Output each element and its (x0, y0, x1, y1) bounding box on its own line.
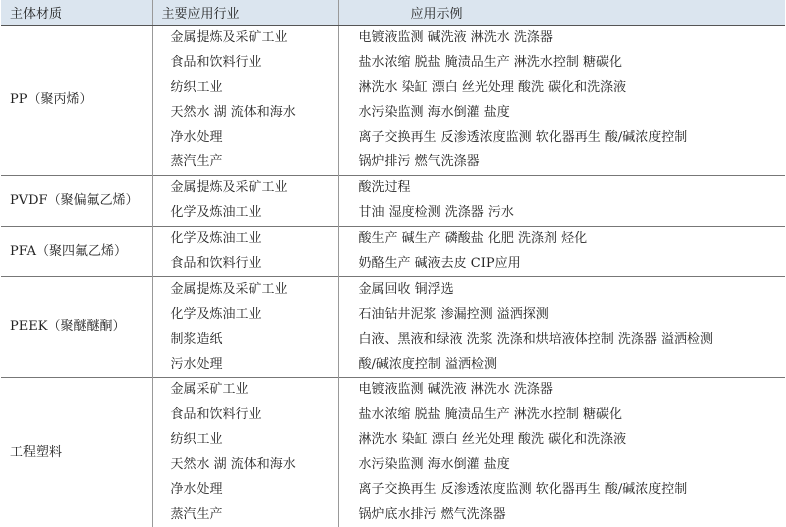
example-cell: 盐水浓缩 脱盐 腌渍品生产 淋洗水控制 糖碳化 (358, 407, 623, 423)
header-row (1, 0, 785, 25)
example-cell: 白液、黑液和绿液 洗浆 洗涤和烘培液体控制 洗涤器 溢洒检测 (358, 331, 714, 347)
example-cell: 酸生产 碱生产 磷酸盐 化肥 洗涤剂 烃化 (338, 226, 785, 251)
material-cell: PVDF（聚偏氟乙烯） (1, 175, 152, 226)
example-cell: 锅炉排污 燃气洗涤器 (358, 154, 480, 170)
example-cell: 奶酪生产 碱液去皮 CIP应用 (358, 255, 521, 271)
example-cell: 水污染监测 海水倒灌 盐度 (358, 104, 510, 120)
example-cell: 电镀液监测 碱洗液 淋洗水 洗涤器 (338, 25, 785, 50)
industry-cell: 蒸汽生产 (152, 150, 338, 175)
example-cell: 锅炉底水排污 燃气洗涤器 (358, 506, 506, 522)
industry-cell: 化学及炼油工业 (152, 302, 338, 327)
industry-cell: 食品和饮料行业 (152, 403, 338, 428)
header-industry: 主要应用行业 (152, 0, 338, 25)
industry-cell: 天然水 湖 流体和海水 (152, 453, 338, 478)
industry-cell: 制浆造纸 (152, 327, 338, 352)
industry-cell: 金属提炼及采矿工业 (152, 277, 338, 302)
material-cell: PEEK（聚醚醚酮） (1, 277, 152, 378)
industry-cell: 蒸汽生产 (152, 502, 338, 527)
material-cell: PFA（聚四氟乙烯） (1, 226, 152, 277)
example-cell: 离子交换再生 反渗透浓度监测 软化器再生 酸/碱浓度控制 (358, 129, 688, 145)
industry-cell: 化学及炼油工业 (152, 226, 338, 251)
example-cell: 酸洗过程 (338, 175, 785, 200)
table-row (1, 226, 785, 251)
example-cell: 电镀液监测 碱洗液 淋洗水 洗涤器 (338, 377, 785, 402)
example-cell: 淋洗水 染缸 漂白 丝光处理 酸洗 碳化和洗涤液 (358, 432, 627, 448)
table-row (1, 377, 785, 402)
example-cell: 水污染监测 海水倒灌 盐度 (358, 457, 510, 473)
industry-cell: 纺织工业 (152, 428, 338, 453)
example-cell: 石油钻井泥浆 渗漏控测 溢洒探测 (358, 306, 549, 322)
industry-cell: 金属提炼及采矿工业 (152, 25, 338, 50)
example-cell: 酸/碱浓度控制 溢洒检测 (358, 356, 498, 372)
example-cell: 甘油 湿度检测 洗涤器 污水 (358, 205, 514, 221)
example-cell: 金属回收 铜浮选 (338, 277, 785, 302)
industry-cell: 纺织工业 (152, 75, 338, 100)
material-cell: PP（聚丙烯） (1, 25, 152, 175)
industry-cell: 污水处理 (152, 352, 338, 377)
table-body (1, 25, 785, 527)
example-cell: 离子交换再生 反渗透浓度监测 软化器再生 酸/碱浓度控制 (358, 481, 688, 497)
industry-cell: 金属提炼及采矿工业 (152, 175, 338, 200)
example-cell: 淋洗水 染缸 漂白 丝光处理 酸洗 碳化和洗涤液 (358, 79, 627, 95)
table-row (1, 175, 785, 200)
table-row (1, 25, 785, 50)
industry-cell: 净水处理 (152, 125, 338, 150)
industry-cell: 食品和饮料行业 (152, 252, 338, 277)
table-row (1, 277, 785, 302)
application-table (1, 0, 785, 527)
industry-cell: 金属采矿工业 (152, 377, 338, 402)
header-material: 主体材质 (1, 0, 152, 25)
industry-cell: 食品和饮料行业 (152, 50, 338, 75)
industry-cell: 化学及炼油工业 (152, 201, 338, 226)
industry-cell: 天然水 湖 流体和海水 (152, 100, 338, 125)
material-cell: 工程塑料 (1, 377, 152, 527)
industry-cell: 净水处理 (152, 478, 338, 503)
header-example: 应用示例 (338, 0, 785, 25)
example-cell: 盐水浓缩 脱盐 腌渍品生产 淋洗水控制 糖碳化 (358, 54, 623, 70)
